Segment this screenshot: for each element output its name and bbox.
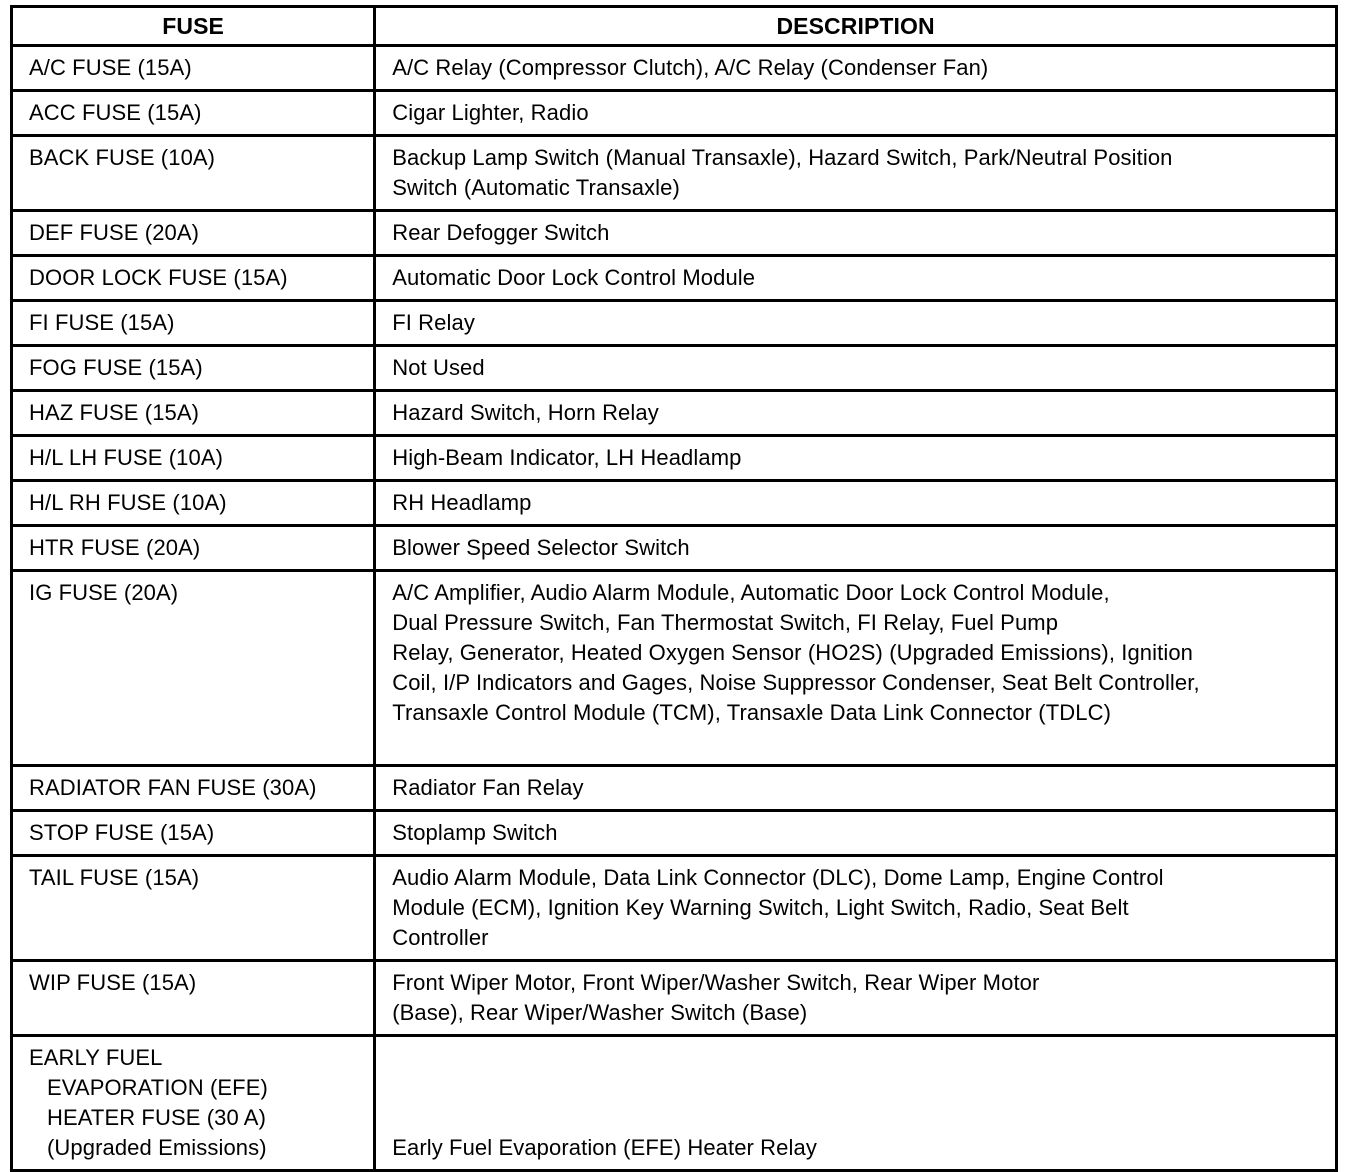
fuse-cell bbox=[12, 91, 375, 136]
description-text: Relay, Generator, Heated Oxygen Sensor (HO2S) (Upgraded Emissions), Ignition bbox=[392, 640, 1193, 665]
description-text: Switch (Automatic Transaxle) bbox=[392, 175, 680, 200]
table-row bbox=[12, 436, 1337, 481]
fuse-name: TAIL FUSE (15A) bbox=[29, 865, 200, 890]
fuse-cell bbox=[12, 436, 375, 481]
table-row bbox=[12, 1036, 1337, 1171]
description-text: Coil, I/P Indicators and Gages, Noise Suppressor Condenser, Seat Belt Controller, bbox=[392, 670, 1200, 695]
fuse-cell bbox=[12, 346, 375, 391]
fuse-name: DOOR LOCK FUSE (15A) bbox=[29, 265, 288, 290]
fuse-name: FOG FUSE (15A) bbox=[29, 355, 203, 380]
fuse-cell bbox=[12, 961, 375, 1036]
description-cell bbox=[375, 91, 1337, 136]
table-row bbox=[12, 766, 1337, 811]
fuse-name: BACK FUSE (10A) bbox=[29, 145, 216, 170]
description-text: A/C Amplifier, Audio Alarm Module, Automatic Door Lock Control Module, bbox=[392, 580, 1110, 605]
column-header-description: DESCRIPTION bbox=[375, 7, 1337, 46]
fuse-name: A/C FUSE (15A) bbox=[29, 55, 192, 80]
description-cell bbox=[375, 301, 1337, 346]
fuse-cell bbox=[12, 526, 375, 571]
description-text: Stoplamp Switch bbox=[392, 820, 558, 845]
description-text: Transaxle Control Module (TCM), Transaxle Data Link Connector (TDLC) bbox=[392, 700, 1111, 725]
description-cell bbox=[375, 766, 1337, 811]
fuse-name: DEF FUSE (20A) bbox=[29, 220, 200, 245]
fuse-name: HAZ FUSE (15A) bbox=[29, 400, 200, 425]
description-cell bbox=[375, 346, 1337, 391]
description-cell bbox=[375, 811, 1337, 856]
fuse-name: RADIATOR FAN FUSE (30A) bbox=[29, 775, 317, 800]
description-cell bbox=[375, 1036, 1337, 1171]
fuse-cell bbox=[12, 1036, 375, 1171]
fuse-name: H/L LH FUSE (10A) bbox=[29, 445, 224, 470]
description-text: Radiator Fan Relay bbox=[392, 775, 584, 800]
fuse-cell bbox=[12, 211, 375, 256]
description-cell bbox=[375, 481, 1337, 526]
description-cell bbox=[375, 856, 1337, 961]
description-cell bbox=[375, 961, 1337, 1036]
table-header-row bbox=[12, 7, 1337, 46]
fuse-name: HTR FUSE (20A) bbox=[29, 535, 201, 560]
table-row bbox=[12, 571, 1337, 766]
description-text: (Base), Rear Wiper/Washer Switch (Base) bbox=[392, 1000, 808, 1025]
fuse-cell bbox=[12, 571, 375, 766]
fuse-name: EVAPORATION (EFE) bbox=[47, 1075, 268, 1100]
description-text: A/C Relay (Compressor Clutch), A/C Relay (Condenser Fan) bbox=[392, 55, 989, 80]
table-row bbox=[12, 481, 1337, 526]
description-text: Blower Speed Selector Switch bbox=[392, 535, 690, 560]
fuse-table-body bbox=[12, 46, 1337, 1171]
description-cell bbox=[375, 256, 1337, 301]
fuse-cell bbox=[12, 391, 375, 436]
description-text: Cigar Lighter, Radio bbox=[392, 100, 589, 125]
fuse-name: FI FUSE (15A) bbox=[29, 310, 175, 335]
description-cell bbox=[375, 211, 1337, 256]
fuse-name: STOP FUSE (15A) bbox=[29, 820, 215, 845]
table-row bbox=[12, 961, 1337, 1036]
table-row bbox=[12, 391, 1337, 436]
description-text: Front Wiper Motor, Front Wiper/Washer Switch, Rear Wiper Motor bbox=[392, 970, 1040, 995]
fuse-cell bbox=[12, 136, 375, 211]
fuse-cell bbox=[12, 46, 375, 91]
fuse-cell bbox=[12, 811, 375, 856]
description-text: Module (ECM), Ignition Key Warning Switch, Light Switch, Radio, Seat Belt bbox=[392, 895, 1129, 920]
fuse-name: EARLY FUEL bbox=[29, 1045, 163, 1070]
table-row bbox=[12, 856, 1337, 961]
table-row bbox=[12, 136, 1337, 211]
fuse-table bbox=[10, 5, 1338, 1172]
description-cell bbox=[375, 526, 1337, 571]
fuse-name: ACC FUSE (15A) bbox=[29, 100, 202, 125]
description-text: Controller bbox=[392, 925, 489, 950]
fuse-name: H/L RH FUSE (10A) bbox=[29, 490, 227, 515]
description-text: High-Beam Indicator, LH Headlamp bbox=[392, 445, 742, 470]
description-text: Early Fuel Evaporation (EFE) Heater Relay bbox=[392, 1135, 817, 1160]
fuse-name: HEATER FUSE (30 A) bbox=[47, 1105, 266, 1130]
fuse-name: (Upgraded Emissions) bbox=[47, 1135, 267, 1160]
description-text: Not Used bbox=[392, 355, 485, 380]
description-text: Audio Alarm Module, Data Link Connector (DLC), Dome Lamp, Engine Control bbox=[392, 865, 1164, 890]
table-row bbox=[12, 211, 1337, 256]
description-text: FI Relay bbox=[392, 310, 475, 335]
description-cell bbox=[375, 436, 1337, 481]
fuse-name: IG FUSE (20A) bbox=[29, 580, 179, 605]
description-text: Automatic Door Lock Control Module bbox=[392, 265, 756, 290]
description-text: Backup Lamp Switch (Manual Transaxle), Hazard Switch, Park/Neutral Position bbox=[392, 145, 1173, 170]
description-cell bbox=[375, 136, 1337, 211]
table-row bbox=[12, 526, 1337, 571]
fuse-table-sheet bbox=[10, 5, 1338, 1172]
description-cell bbox=[375, 571, 1337, 766]
description-cell bbox=[375, 391, 1337, 436]
table-row bbox=[12, 811, 1337, 856]
table-row bbox=[12, 91, 1337, 136]
description-cell bbox=[375, 46, 1337, 91]
table-row bbox=[12, 46, 1337, 91]
fuse-cell bbox=[12, 256, 375, 301]
table-row bbox=[12, 256, 1337, 301]
description-text: RH Headlamp bbox=[392, 490, 532, 515]
description-text: Dual Pressure Switch, Fan Thermostat Switch, FI Relay, Fuel Pump bbox=[392, 610, 1059, 635]
table-row bbox=[12, 301, 1337, 346]
fuse-cell bbox=[12, 301, 375, 346]
description-text: Hazard Switch, Horn Relay bbox=[392, 400, 659, 425]
fuse-cell bbox=[12, 481, 375, 526]
fuse-cell bbox=[12, 856, 375, 961]
column-header-fuse: FUSE bbox=[12, 7, 375, 46]
fuse-name: WIP FUSE (15A) bbox=[29, 970, 197, 995]
table-row bbox=[12, 346, 1337, 391]
fuse-cell bbox=[12, 766, 375, 811]
description-text: Rear Defogger Switch bbox=[392, 220, 610, 245]
